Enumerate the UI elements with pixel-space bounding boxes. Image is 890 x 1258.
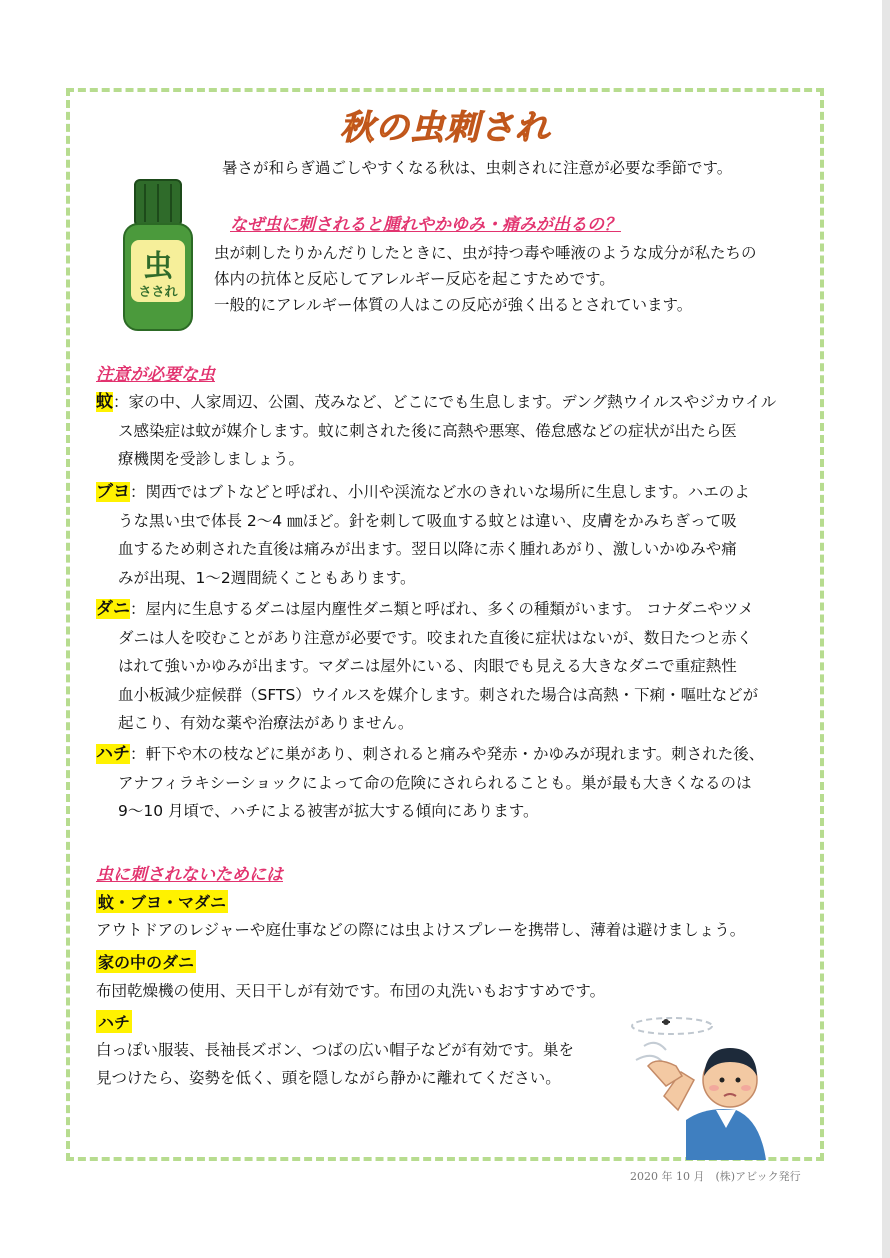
prevention-sub-outdoor: 蚊・ブヨ・マダニ	[96, 890, 228, 913]
why-heading: なぜ虫に刺されると腫れやかゆみ・痛みが出るの？	[230, 215, 621, 235]
bug-entry-ka: 蚊：家の中、人家周辺、公園、茂みなど、どこにでも生息します。デング熱ウイルスやジカウイル ス感染症は蚊が媒介します。蚊に刺された後に高熱や悪寒、倦怠感などの症状が出たら医 療機関を受診しましょう。	[96, 392, 777, 468]
page-edge	[882, 0, 890, 1258]
prevention-text-indoor: 布団乾燥機の使用、天日干しが有効です。布団の丸洗いもおすすめです。	[96, 982, 606, 1000]
bug-term: 蚊	[96, 392, 113, 412]
footer-publisher: 2020 年 10 月 (株)アビック発行	[630, 1170, 801, 1183]
bug-term: ダニ	[96, 599, 130, 619]
bug-entry-dani: ダニ：屋内に生息するダニは屋内塵性ダニ類と呼ばれ、多くの種類がいます。 コナダニやツメ ダニは人を咬むことがあり注意が必要です。咬まれた直後に症状はないが、数日たつと赤く はれて強いかゆみが出ます。マダニは屋外にいる、肉眼でも見える大きなダニで重症熱性 血小板減少症候群（SFTS）ウイルスを媒介します。刺された場合は高熱・下痢・嘔吐などが 起こり、有効な薬や治療法がありません。	[96, 599, 759, 732]
bug-entry-buyo: ブヨ：関西ではブトなどと呼ばれ、小川や渓流など水のきれいな場所に生息します。ハエのよ うな黒い虫で体長 2～4 ㎜ほど。針を刺して吸血する蚊とは違い、皮膚をかみちぎって吸 血するため刺された直後は痛みが出ます。翌日以降に赤く腫れあがり、激しいかゆみや痛 みが出現、1～2週間続くこともあります。	[96, 482, 750, 587]
ointment-bottle-icon	[122, 178, 194, 333]
intro-text: 暑さが和らぎ過ごしやすくなる秋は、虫刺されに注意が必要な季節です。	[222, 159, 733, 177]
bug-term: ブヨ	[96, 482, 130, 502]
man-swatting-bug-icon	[626, 1010, 776, 1160]
prevention-sub-indoor: 家の中のダニ	[96, 950, 196, 973]
prevention-heading: 虫に刺されないためには	[96, 865, 283, 885]
bug-term: ハチ	[96, 744, 130, 764]
page-title: 秋の虫刺され	[340, 108, 550, 148]
why-text	[214, 240, 757, 318]
bug-entry-hachi: ハチ：軒下や木の枝などに巣があり、刺されると痛みや発赤・かゆみが現れます。刺された後、 アナフィラキシーショックによって命の危険にされられることも。巣が最も大きくなるのは 9～10 月頃で、ハチによる被害が拡大する傾向にあります。	[96, 744, 765, 820]
prevention-text-outdoor: アウトドアのレジャーや庭仕事などの際には虫よけスプレーを携帯し、薄着は避けましょう。	[96, 921, 746, 939]
why-line: 一般的にアレルギー体質の人はこの反応が強く出るとされています。	[214, 296, 693, 314]
why-line: 体内の抗体と反応してアレルギー反応を起こすためです。	[214, 270, 615, 288]
prevention-sub-hachi: ハチ	[96, 1010, 132, 1033]
bugs-heading: 注意が必要な虫	[96, 365, 215, 385]
prevention-text-hachi: 白っぽい服装、長袖長ズボン、つばの広い帽子などが有効です。巣を 見つけたら、姿勢を低く、頭を隠しながら静かに離れてください。	[96, 1041, 575, 1087]
bottle-label-bottom: さされ	[138, 285, 178, 300]
bottle-label-top: 虫	[143, 249, 173, 284]
why-line: 虫が刺したりかんだりしたときに、虫が持つ毒や唾液のような成分が私たちの	[214, 244, 757, 262]
